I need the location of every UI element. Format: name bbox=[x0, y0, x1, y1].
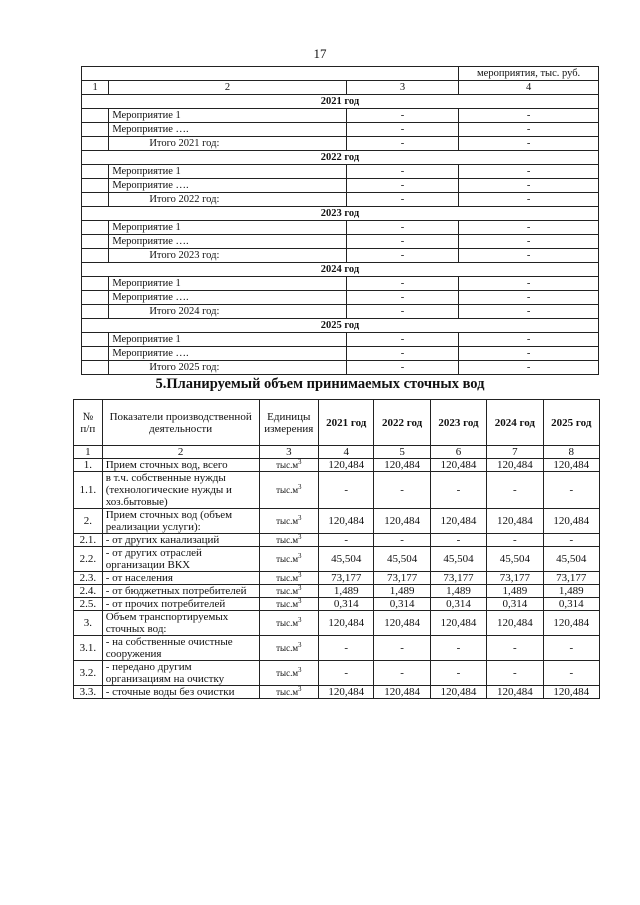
year-group-row bbox=[82, 95, 599, 109]
row-num-cell bbox=[82, 193, 109, 207]
cost-cell: - bbox=[459, 291, 599, 305]
table-row bbox=[74, 534, 600, 547]
table-row bbox=[74, 611, 600, 636]
year-heading: 2025 год bbox=[82, 319, 599, 333]
table-row bbox=[74, 661, 600, 686]
value-cell: - bbox=[430, 661, 486, 686]
unit-base: тыс.м bbox=[276, 618, 299, 628]
unit-exponent: 3 bbox=[298, 666, 302, 674]
value-cell: 120,484 bbox=[319, 459, 374, 472]
year-heading: 2024 год bbox=[82, 263, 599, 277]
header-year: 2024 год bbox=[487, 400, 543, 446]
table-row bbox=[82, 137, 599, 151]
value-cell: - bbox=[543, 636, 599, 661]
row-num-cell bbox=[82, 179, 109, 193]
unit-cell bbox=[259, 572, 318, 585]
value-cell: - bbox=[346, 123, 458, 137]
col-number: 3 bbox=[259, 446, 318, 459]
value-cell: 1,489 bbox=[374, 585, 430, 598]
value-cell: 120,484 bbox=[374, 459, 430, 472]
value-cell: - bbox=[430, 534, 486, 547]
value-cell: 0,314 bbox=[487, 598, 543, 611]
activity-name: Итого 2024 год: bbox=[109, 305, 346, 319]
col-number: 4 bbox=[459, 81, 599, 95]
cost-cell: - bbox=[459, 235, 599, 249]
year-heading: 2021 год bbox=[82, 95, 599, 109]
row-number: 2.3. bbox=[74, 572, 103, 585]
unit-exponent: 3 bbox=[298, 483, 302, 491]
row-number: 3.3. bbox=[74, 686, 103, 699]
row-num-cell bbox=[82, 249, 109, 263]
activity-name: Итого 2025 год: bbox=[109, 361, 346, 375]
unit-base: тыс.м bbox=[276, 554, 299, 564]
row-num-cell bbox=[82, 123, 109, 137]
value-cell: - bbox=[319, 472, 374, 509]
value-cell: 120,484 bbox=[319, 611, 374, 636]
value-cell: 1,489 bbox=[543, 585, 599, 598]
unit-base: тыс.м bbox=[276, 599, 299, 609]
value-cell: - bbox=[346, 333, 458, 347]
column-numbers-row bbox=[74, 446, 600, 459]
unit-cell bbox=[259, 598, 318, 611]
unit-exponent: 3 bbox=[298, 616, 302, 624]
unit-cell bbox=[259, 585, 318, 598]
row-number: 3.2. bbox=[74, 661, 103, 686]
unit-exponent: 3 bbox=[298, 597, 302, 605]
value-cell: - bbox=[430, 472, 486, 509]
header-empty-cell bbox=[82, 67, 459, 81]
row-num-cell bbox=[82, 221, 109, 235]
unit-exponent: 3 bbox=[298, 641, 302, 649]
table-row bbox=[82, 333, 599, 347]
value-cell: - bbox=[487, 636, 543, 661]
cost-cell: - bbox=[459, 305, 599, 319]
value-cell: - bbox=[346, 361, 458, 375]
cost-cell: - bbox=[459, 333, 599, 347]
value-cell: 120,484 bbox=[487, 611, 543, 636]
value-cell: - bbox=[346, 347, 458, 361]
value-cell: - bbox=[346, 109, 458, 123]
value-cell: - bbox=[487, 472, 543, 509]
value-cell: - bbox=[346, 249, 458, 263]
value-cell: - bbox=[543, 534, 599, 547]
unit-cell bbox=[259, 534, 318, 547]
activity-name: Итого 2023 год: bbox=[109, 249, 346, 263]
unit-base: тыс.м bbox=[276, 687, 299, 697]
value-cell: 120,484 bbox=[543, 686, 599, 699]
value-cell: 120,484 bbox=[374, 686, 430, 699]
value-cell: 120,484 bbox=[319, 509, 374, 534]
year-group-row bbox=[82, 151, 599, 165]
unit-cell bbox=[259, 459, 318, 472]
cost-cell: - bbox=[459, 109, 599, 123]
indicator-name: - сточные воды без очистки bbox=[102, 686, 259, 699]
unit-cell bbox=[259, 509, 318, 534]
value-cell: 120,484 bbox=[430, 686, 486, 699]
indicator-name: - от других отраслей организации ВКХ bbox=[102, 547, 259, 572]
unit-cell bbox=[259, 686, 318, 699]
year-heading: 2023 год bbox=[82, 207, 599, 221]
activity-name: Мероприятие …. bbox=[109, 179, 346, 193]
indicator-name: - от бюджетных потребителей bbox=[102, 585, 259, 598]
table-row bbox=[74, 547, 600, 572]
section-title: 5.Планируемый объем принимаемых сточных вод bbox=[155, 376, 485, 392]
page-number: 17 bbox=[313, 46, 327, 61]
col-number: 6 bbox=[430, 446, 486, 459]
table-row bbox=[82, 109, 599, 123]
value-cell: 73,177 bbox=[430, 572, 486, 585]
row-num-cell bbox=[82, 361, 109, 375]
value-cell: - bbox=[374, 636, 430, 661]
indicator-name: Прием сточных вод (объем реализации услуги): bbox=[102, 509, 259, 534]
col-number: 1 bbox=[82, 81, 109, 95]
value-cell: 45,504 bbox=[487, 547, 543, 572]
header-year: 2021 год bbox=[319, 400, 374, 446]
value-cell: - bbox=[346, 291, 458, 305]
activity-name: Мероприятие …. bbox=[109, 235, 346, 249]
value-cell: 1,489 bbox=[319, 585, 374, 598]
value-cell: 0,314 bbox=[430, 598, 486, 611]
row-number: 1.1. bbox=[74, 472, 103, 509]
header-num: № п/п bbox=[74, 400, 103, 446]
row-num-cell bbox=[82, 277, 109, 291]
activity-name: Мероприятие 1 bbox=[109, 165, 346, 179]
value-cell: - bbox=[319, 534, 374, 547]
table-row bbox=[74, 472, 600, 509]
value-cell: 120,484 bbox=[543, 611, 599, 636]
value-cell: 73,177 bbox=[374, 572, 430, 585]
table-row bbox=[82, 165, 599, 179]
unit-exponent: 3 bbox=[298, 584, 302, 592]
unit-cell bbox=[259, 636, 318, 661]
table-header-row bbox=[74, 400, 600, 446]
value-cell: 120,484 bbox=[430, 611, 486, 636]
value-cell: 120,484 bbox=[374, 611, 430, 636]
unit-cell bbox=[259, 547, 318, 572]
activity-name: Мероприятие 1 bbox=[109, 109, 346, 123]
value-cell: - bbox=[346, 165, 458, 179]
indicator-name: - от прочих потребителей bbox=[102, 598, 259, 611]
cost-cell: - bbox=[459, 277, 599, 291]
unit-exponent: 3 bbox=[298, 533, 302, 541]
table-row bbox=[74, 572, 600, 585]
cost-cell: - bbox=[459, 123, 599, 137]
unit-base: тыс.м bbox=[276, 668, 299, 678]
row-number: 3.1. bbox=[74, 636, 103, 661]
unit-exponent: 3 bbox=[298, 458, 302, 466]
value-cell: 45,504 bbox=[319, 547, 374, 572]
header-unit: Единицы измерения bbox=[259, 400, 318, 446]
cost-cell: - bbox=[459, 361, 599, 375]
value-cell: - bbox=[543, 661, 599, 686]
value-cell: - bbox=[346, 305, 458, 319]
activity-name: Мероприятие …. bbox=[109, 291, 346, 305]
value-cell: - bbox=[319, 661, 374, 686]
header-year: 2022 год bbox=[374, 400, 430, 446]
value-cell: 120,484 bbox=[487, 509, 543, 534]
value-cell: 1,489 bbox=[487, 585, 543, 598]
col-number: 2 bbox=[109, 81, 346, 95]
row-number: 2.2. bbox=[74, 547, 103, 572]
table-row bbox=[82, 305, 599, 319]
indicator-name: - на собственные очистные сооружения bbox=[102, 636, 259, 661]
value-cell: - bbox=[487, 661, 543, 686]
year-group-row bbox=[82, 207, 599, 221]
cost-cell: - bbox=[459, 347, 599, 361]
year-group-row bbox=[82, 319, 599, 333]
table-row bbox=[82, 249, 599, 263]
row-number: 2. bbox=[74, 509, 103, 534]
row-num-cell bbox=[82, 109, 109, 123]
value-cell: - bbox=[487, 534, 543, 547]
col-number: 8 bbox=[543, 446, 599, 459]
col-number: 3 bbox=[346, 81, 458, 95]
unit-base: тыс.м bbox=[276, 586, 299, 596]
value-cell: - bbox=[346, 193, 458, 207]
table-header-row bbox=[82, 67, 599, 81]
activity-name: Мероприятие …. bbox=[109, 347, 346, 361]
table-row bbox=[82, 193, 599, 207]
unit-base: тыс.м bbox=[276, 485, 299, 495]
value-cell: 73,177 bbox=[319, 572, 374, 585]
unit-base: тыс.м bbox=[276, 573, 299, 583]
indicator-name: - передано другим организациям на очистку bbox=[102, 661, 259, 686]
activities-cost-table-body bbox=[82, 67, 599, 375]
cost-cell: - bbox=[459, 221, 599, 235]
table-row bbox=[74, 686, 600, 699]
value-cell: 1,489 bbox=[430, 585, 486, 598]
column-numbers-row bbox=[82, 81, 599, 95]
cost-cell: - bbox=[459, 137, 599, 151]
header-indicator: Показатели производственной деятельности bbox=[102, 400, 259, 446]
unit-base: тыс.м bbox=[276, 535, 299, 545]
unit-exponent: 3 bbox=[298, 685, 302, 693]
value-cell: - bbox=[346, 137, 458, 151]
value-cell: - bbox=[346, 221, 458, 235]
col-number: 4 bbox=[319, 446, 374, 459]
activity-name: Мероприятие 1 bbox=[109, 221, 346, 235]
row-num-cell bbox=[82, 137, 109, 151]
header-year: 2025 год bbox=[543, 400, 599, 446]
unit-cell bbox=[259, 661, 318, 686]
value-cell: 45,504 bbox=[430, 547, 486, 572]
value-cell: - bbox=[319, 636, 374, 661]
cost-cell: - bbox=[459, 193, 599, 207]
col-number: 2 bbox=[102, 446, 259, 459]
indicator-name: - от населения bbox=[102, 572, 259, 585]
unit-exponent: 3 bbox=[298, 514, 302, 522]
row-number: 2.1. bbox=[74, 534, 103, 547]
table-row bbox=[74, 636, 600, 661]
value-cell: - bbox=[374, 472, 430, 509]
value-cell: 45,504 bbox=[543, 547, 599, 572]
table-row bbox=[82, 221, 599, 235]
value-cell: 0,314 bbox=[543, 598, 599, 611]
table-row bbox=[82, 347, 599, 361]
unit-cell bbox=[259, 611, 318, 636]
value-cell: 73,177 bbox=[543, 572, 599, 585]
value-cell: 120,484 bbox=[430, 509, 486, 534]
activity-name: Мероприятие …. bbox=[109, 123, 346, 137]
activity-name: Мероприятие 1 bbox=[109, 277, 346, 291]
unit-base: тыс.м bbox=[276, 460, 299, 470]
cost-cell: - bbox=[459, 249, 599, 263]
table-row bbox=[82, 235, 599, 249]
table-row bbox=[74, 509, 600, 534]
table-row bbox=[82, 361, 599, 375]
col-number: 5 bbox=[374, 446, 430, 459]
table-row bbox=[82, 291, 599, 305]
row-number: 3. bbox=[74, 611, 103, 636]
value-cell: 120,484 bbox=[543, 509, 599, 534]
table-row bbox=[82, 123, 599, 137]
value-cell: 73,177 bbox=[487, 572, 543, 585]
value-cell: 45,504 bbox=[374, 547, 430, 572]
row-number: 2.4. bbox=[74, 585, 103, 598]
value-cell: 120,484 bbox=[374, 509, 430, 534]
value-cell: 120,484 bbox=[487, 686, 543, 699]
col-number: 7 bbox=[487, 446, 543, 459]
wastewater-volume-table bbox=[73, 399, 600, 699]
unit-exponent: 3 bbox=[298, 571, 302, 579]
unit-exponent: 3 bbox=[298, 552, 302, 560]
row-num-cell bbox=[82, 235, 109, 249]
unit-base: тыс.м bbox=[276, 516, 299, 526]
row-number: 2.5. bbox=[74, 598, 103, 611]
table-row bbox=[82, 277, 599, 291]
table-row bbox=[82, 179, 599, 193]
value-cell: - bbox=[346, 235, 458, 249]
value-cell: - bbox=[346, 179, 458, 193]
cost-cell: - bbox=[459, 179, 599, 193]
activity-name: Итого 2022 год: bbox=[109, 193, 346, 207]
unit-base: тыс.м bbox=[276, 643, 299, 653]
row-number: 1. bbox=[74, 459, 103, 472]
year-group-row bbox=[82, 263, 599, 277]
value-cell: - bbox=[374, 661, 430, 686]
value-cell: - bbox=[346, 277, 458, 291]
activities-cost-table bbox=[81, 66, 599, 375]
value-cell: 120,484 bbox=[319, 686, 374, 699]
row-num-cell bbox=[82, 305, 109, 319]
row-num-cell bbox=[82, 165, 109, 179]
row-num-cell bbox=[82, 333, 109, 347]
row-num-cell bbox=[82, 347, 109, 361]
value-cell: 0,314 bbox=[319, 598, 374, 611]
indicator-name: в т.ч. собственные нужды (технологические нужды и хоз.бытовые) bbox=[102, 472, 259, 509]
value-cell: - bbox=[374, 534, 430, 547]
value-cell: 120,484 bbox=[430, 459, 486, 472]
activity-name: Мероприятие 1 bbox=[109, 333, 346, 347]
wastewater-volume-table-body bbox=[74, 400, 600, 699]
header-year: 2023 год bbox=[430, 400, 486, 446]
value-cell: 120,484 bbox=[543, 459, 599, 472]
table-row bbox=[74, 459, 600, 472]
indicator-name: - от других канализаций bbox=[102, 534, 259, 547]
table-row bbox=[74, 585, 600, 598]
value-cell: 0,314 bbox=[374, 598, 430, 611]
year-heading: 2022 год bbox=[82, 151, 599, 165]
cost-cell: - bbox=[459, 165, 599, 179]
table-row bbox=[74, 598, 600, 611]
unit-cell bbox=[259, 472, 318, 509]
value-cell: 120,484 bbox=[487, 459, 543, 472]
indicator-name: Объем транспортируемых сточных вод: bbox=[102, 611, 259, 636]
col-number: 1 bbox=[74, 446, 103, 459]
value-cell: - bbox=[543, 472, 599, 509]
value-cell: - bbox=[430, 636, 486, 661]
row-num-cell bbox=[82, 291, 109, 305]
header-cost-cell: мероприятия, тыс. руб. bbox=[459, 67, 599, 81]
activity-name: Итого 2021 год: bbox=[109, 137, 346, 151]
indicator-name: Прием сточных вод, всего bbox=[102, 459, 259, 472]
